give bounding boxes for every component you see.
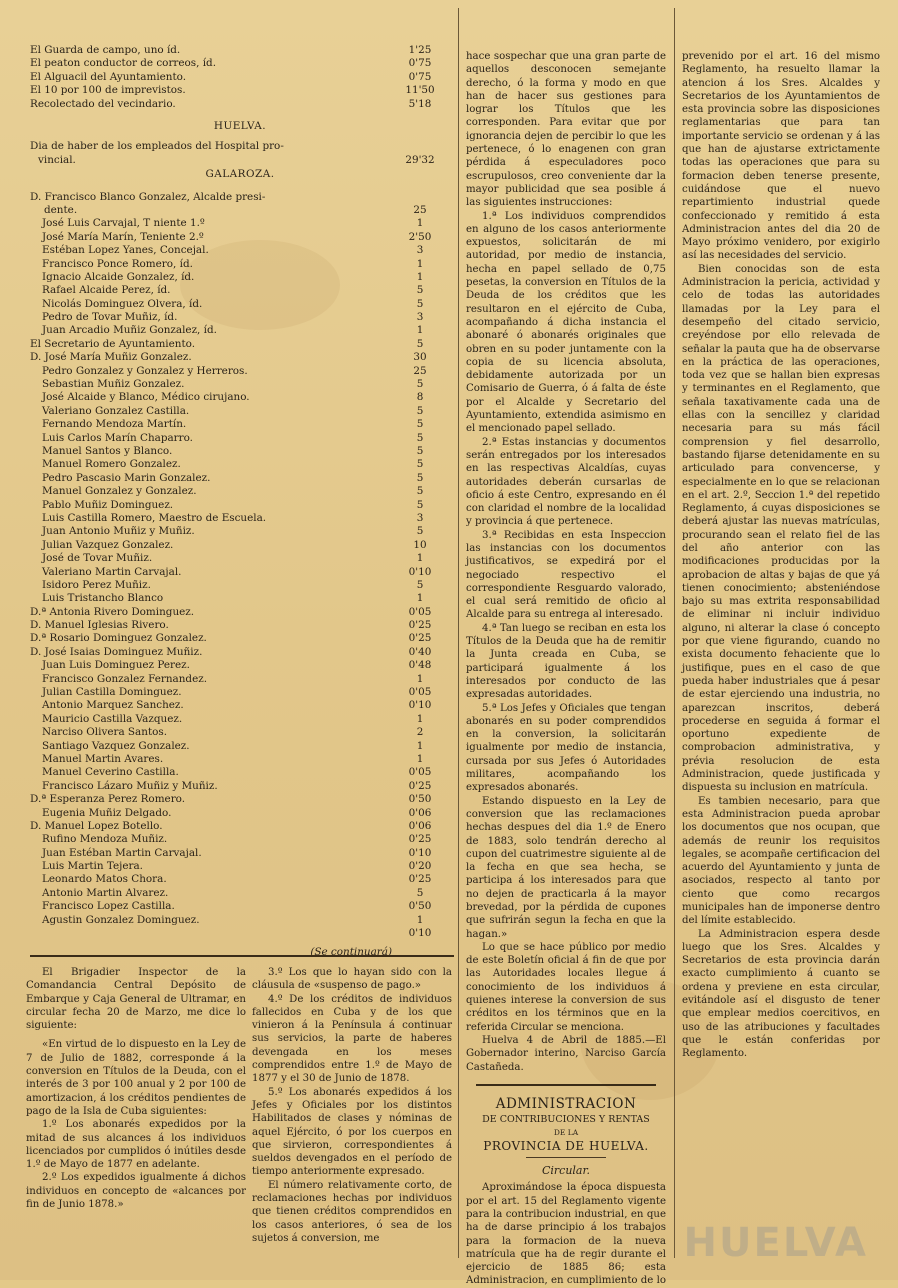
column-four [682,50,880,1260]
instruction-4: 4.ª Tan luego se reciban en esta los Títulos de la Deuda que ha de remitir la Junta creada en Cuba, se participará igualmente á los interesados por conducto de las expresadas autoridades. [466,622,666,701]
list-row [30,592,450,605]
list-row [30,833,450,846]
item-value: 0'40 [408,645,432,658]
credit-item-4: 4.º De los créditos de individuos fallecidos en Cuba y de los que vinieron á la Península á continuar sus servicios, la parte de haberes devengada en los meses comprendidos entre 1.º de Mayo de 1877 y el 30 de Junio de 1878. [252,993,452,1085]
item-value: 0'10 [408,927,432,940]
list-row [30,539,450,552]
item-value: 5 [416,431,424,444]
list-row [30,860,450,873]
list-row [30,847,450,860]
item-name: Manuel Ceverino Castilla. [42,766,179,779]
admin-province: PROVINCIA DE HUELVA. [483,1138,649,1153]
item-name: Rafael Alcaide Perez, íd. [42,284,171,297]
item-name: El peaton conductor de correos, íd. [30,57,216,70]
item-name: Juan Estéban Martin Carvajal. [42,846,202,859]
item-name: D.ª Antonia Rivero Dominguez. [30,605,195,618]
list-row [30,499,450,512]
item-name: Francisco Gonzalez Fernandez. [42,672,207,685]
item-value: 1 [416,270,424,283]
hospital-line: Dia de haber de los empleados del Hospital pro- [30,140,284,153]
loque-paragraph: Lo que se hace público por medio de este Boletín oficial á fin de que por las Autoridades locales llegue á conocimiento de los individuos á quienes interese la conversion de sus créditos en los términos que en la referida Circular se menciona. [466,941,666,1033]
list-row [30,284,450,297]
item-value: 5 [416,485,424,498]
list-row [30,766,450,779]
column-three [466,50,666,1287]
prevenido-paragraph: prevenido por el art. 16 del mismo Reglamento, ha resuelto llamar la atencion á los Sres. Alcaldes y Secretarios de los Ayuntamientos de esta provincia sobre las disposiciones reglamentarias que para tan importante servicio se ordenan y á las que han de ajustarse extrictamente todas las operaciones que para su formacion deben tenerse presente, cuidándose que el nuevo repartimiento industrial quede confeccionado y remitido á esta Administracion antes del dia 20 de Mayo próximo venidero, por exigirlo así las necesidades del servicio. [682,51,880,262]
list-row [30,753,450,766]
item-value: 3 [416,244,424,257]
item-name: Francisco Ponce Romero, íd. [42,257,193,270]
item-value: 5 [416,418,424,431]
list-row [30,807,450,820]
item-value: 1 [416,739,424,752]
list-row [30,579,450,592]
item-value: 1 [416,257,424,270]
continuara-note: (Se continuará) [310,946,392,959]
bottom-mid-text [252,966,452,1244]
list-row [30,298,450,311]
espera-paragraph: La Administracion espera desde luego que los Sres. Alcaldes y Secretarios de esta provincia darán exacto cumplimiento á cuanto se ordena y previene en esta circular, evitándole así el disgusto de tener que emplear medios coercitivos, en uso de las atribuciones y facultades que le están conferidas por Reglamento. [682,928,880,1060]
item-value: 0'06 [408,819,432,832]
list-row [30,217,450,230]
item-name: José María Marín, Teniente 2.º [42,230,204,243]
item-value: 29'32 [405,153,435,166]
section-divider [30,955,454,957]
item-value: 0'05 [408,686,432,699]
item-value: 0'50 [408,793,432,806]
item-name: Leonardo Matos Chora. [42,873,167,886]
list-row [30,632,450,645]
list-row [30,485,450,498]
item-name: Valeriano Martin Carvajal. [42,565,182,578]
item-name: Sebastian Muñiz Gonzalez. [42,378,185,391]
item-value: 0'10 [408,699,432,712]
item-name: José de Tovar Muñiz. [42,552,153,565]
heading-galaroza: GALAROZA. [205,168,275,181]
admin-subtitle: DE CONTRIBUCIONES Y RENTAS [482,1114,650,1126]
item-name: Manuel Santos y Blanco. [42,444,173,457]
item-value: 5 [416,471,424,484]
list-row [30,391,450,404]
item-value: 10 [413,538,427,551]
item-name: El Alguacil del Ayuntamiento. [30,70,187,83]
item-value: 5 [416,444,424,457]
item-value: 0'25 [408,833,432,846]
item-name: Pedro de Tovar Muñiz, íd. [42,311,178,324]
item-value: 1 [416,217,424,230]
list-row [30,686,450,699]
item-name: Antonio Martin Alvarez. [42,886,169,899]
circular-heading: Circular. [541,1164,591,1178]
item-value: 1 [416,592,424,605]
item-name: Luis Tristancho Blanco [42,592,164,605]
list-row [30,44,450,57]
item-value: 0'25 [408,779,432,792]
list-row [30,525,450,538]
list-row [30,472,450,485]
item-name: dente. [44,203,78,216]
list-row [30,365,450,378]
item-value: 1 [416,913,424,926]
list-row [30,98,450,111]
item-value: 3 [416,511,424,524]
list-row [30,445,450,458]
list-row [30,405,450,418]
item-value: 8 [416,391,424,404]
item-name: El Guarda de campo, uno íd. [30,43,181,56]
item-name: Narciso Olivera Santos. [42,726,168,739]
item-value: 0'25 [408,632,432,645]
list-row [30,458,450,471]
list-row [30,887,450,900]
list-row [30,84,450,97]
item-name: Juan Arcadio Muñiz Gonzalez, íd. [42,324,217,337]
item-value: 1 [416,552,424,565]
item-name: Pedro Pascasio Marin Gonzalez. [42,471,211,484]
list-row [30,57,450,70]
item-name: Mauricio Castilla Vazquez. [42,712,183,725]
item-name: Luis Carlos Marín Chaparro. [42,431,193,444]
bottom-left-text [26,966,246,1236]
item-name: El 10 por 100 de imprevistos. [30,84,186,97]
item-value: 2 [416,726,424,739]
item-name: D.ª Rosario Dominguez Gonzalez. [30,632,207,645]
item-value: 0'06 [408,806,432,819]
list-row [30,820,450,833]
item-value: 5 [416,337,424,350]
quote-paragraph: «En virtud de lo dispuesto en la Ley de 7 de Julio de 1882, corresponde á la conversion en Títulos de la Deuda, con el interés de 3 por 100 anual y 2 por 100 de amortizacion, á los créditos pendientes de pago de la Isla de Cuba siguientes: [26,1039,246,1117]
item-name: Julian Vazquez Gonzalez. [42,538,174,551]
column-rule [458,8,459,1258]
item-value: 5 [416,284,424,297]
list-row [30,271,450,284]
item-name: D.ª Esperanza Perez Romero. [30,793,186,806]
admin-divider-small [526,1157,606,1158]
item-name: Isidoro Perez Muñiz. [42,578,151,591]
brigadier-intro: El Brigadier Inspector de la Comandancia Central Depósito de Embarque y Caja General de Ultramar, en circular fecha 20 de Marzo, me dice lo siguiente: [26,967,246,1032]
item-value: 0'05 [408,605,432,618]
item-name: Francisco Lázaro Muñiz y Muñiz. [42,779,218,792]
main-items [30,217,450,940]
item-value: 1 [416,672,424,685]
list-row [30,231,450,244]
list-row [30,780,450,793]
item-name: Valeriano Gonzalez Castilla. [42,404,190,417]
item-value: 5 [416,458,424,471]
item-value: 2'50 [408,230,432,243]
list-row [30,552,450,565]
list-row [30,914,450,927]
item-value: 0'25 [408,619,432,632]
credit-item-5: 5.º Los abonarés expedidos á los Jefes y Oficiales por los distintos Habilitados de clases y nóminas de aquel Ejército, ó por los cuerpos en que sirvieron, correspondientes á sueldos devengados en el período de tiempo anteriormente expresado. [252,1086,452,1178]
item-value: 25 [413,203,427,216]
admin-title: ADMINISTRACION [495,1095,637,1112]
item-name: Luis Castilla Romero, Maestro de Escuela. [42,511,267,524]
admin-de-la: DE LA [553,1128,579,1138]
conocidas-paragraph: Bien conocidas son de esta Administracion la pericia, actividad y celo de todas las autoridades llamadas por la Ley para el desempeño del citado servicio, creyéndose por ello relevada de señalar la pauta que ha de observarse en la práctica de las operaciones, toda vez que se hallan bien expresas y terminantes en el Reglamento, que señala taxativamente cada una de ellas con la sencillez y claridad necesaria para su más fácil comprension y fiel desarrollo, bastando fijarse detenidamente en su articulado para convencerse, y especialmente en lo que se relacionan en el art. 2.º, Seccion 1.ª del repetido Reglamento, á cuyas disposiciones se deberá ajustar las nuevas matrículas, procurando sean el relato fiel de las del año anterior con las modificaciones producidas por la aprobacion de altas y bajas de que yá tienen conocimiento; absteniéndose bajo su mas extrita responsabilidad de eliminar ni incluir individuo alguno, ni alterar la clase ó concepto por que viene figurando, cuando no exista documento fehaciente que lo justifique, pues en el caso de que pueda haber industriales que á pesar de estar ejerciendo una industria, no aparezcan inscritos, deberá procederse en seguida á formar el oportuno expediente de comprobacion administrativa, y prévia resolucion de esta Administracion, quede justificada y dispuesta su inclusion en matrícula. [682,263,880,794]
item-name: Luis Martin Tejera. [42,860,143,873]
list-row [30,566,450,579]
item-value: 1 [416,712,424,725]
list-row [30,244,450,257]
list-row [30,204,450,217]
item-value: 0'05 [408,766,432,779]
item-name: Santiago Vazquez Gonzalez. [42,739,190,752]
list-row [30,432,450,445]
item-name: Julian Castilla Dominguez. [42,686,182,699]
item-name: D. Manuel Lopez Botello. [30,819,163,832]
list-row [30,699,450,712]
item-name: D. José Isaias Dominguez Muñiz. [30,645,203,658]
column-rule [674,8,675,1258]
list-row [30,900,450,913]
item-value: 0'10 [408,565,432,578]
heading-huelva: HUELVA. [213,119,267,132]
list-row [30,659,450,672]
item-name: Eugenia Muñiz Delgado. [42,806,172,819]
item-value: 11'50 [405,84,435,97]
list-row [30,351,450,364]
item-name: Rufino Mendoza Muñiz. [42,833,168,846]
item-name: Agustin Gonzalez Dominguez. [42,913,200,926]
item-value: 5 [416,886,424,899]
item-value: 5 [416,525,424,538]
list-row [30,606,450,619]
item-value: 0'10 [408,846,432,859]
item-value: 5'18 [408,97,432,110]
credit-item-3: 3.º Los que lo hayan sido con la cláusula de «suspenso de pago.» [252,967,452,992]
item-value: 5 [416,498,424,511]
item-name: Recolectado del vecindario. [30,97,176,110]
instruction-3: 3.ª Recibidas en esta Inspeccion las instancias con los documentos justificativos, se expedirá por el negociado respectivo el correspondiente Resguardo valorado, el cual será remitido de oficio al Alcalde para su entrega al interesado. [466,529,666,621]
item-name: vincial. [38,153,76,166]
item-value: 5 [416,378,424,391]
signature-paragraph: Huelva 4 de Abril de 1885.—El Gobernador interino, Narciso García Castañeda. [466,1034,666,1073]
instruction-5: 5.ª Los Jefes y Oficiales que tengan abonarés en su poder comprendidos en la conversion, la solicitarán igualmente por medio de instancia, cursada por sus Jefes ó Autoridades militares, acompañando los expresados abonarés. [466,702,666,794]
item-value: 25 [413,364,427,377]
list-row [30,927,450,940]
item-value: 5 [416,297,424,310]
instruction-1: 1.ª Los individuos comprendidos en alguno de los casos anteriormente expuestos, solicitarán de mi autoridad, por medio de instancia, hecha en papel sellado de 0,75 pesetas, la conversion en Títulos de la Deuda de los créditos que les resultaron en el ejército de Cuba, acompañando á dicha instancia el abonaré ó abonarés originales que obren en su poder juntamente con la copia de su licencia absoluta, debidamente autorizada por un Comisario de Guerra, ó á falta de éste por el Alcalde y Secretario del Ayuntamiento, extendida asimismo en el mencionado papel sellado. [466,210,666,435]
list-row [30,324,450,337]
list-row [30,338,450,351]
list-row [30,874,450,887]
list-row [30,619,450,632]
item-name: José Luis Carvajal, T niente 1.º [42,217,205,230]
list-row [30,740,450,753]
item-name: Fernando Mendoza Martín. [42,418,187,431]
list-row [30,646,450,659]
item-value: 30 [413,351,427,364]
list-row [30,793,450,806]
item-value: 5 [416,578,424,591]
archive-watermark: HUELVA [683,1220,868,1266]
item-name: Manuel Romero Gonzalez. [42,458,181,471]
list-row [30,71,450,84]
top-items [30,44,450,111]
item-name: Estéban Lopez Yanes, Concejal. [42,244,209,257]
subscription-list [30,43,450,959]
item-name: Nicolás Dominguez Olvera, íd. [42,297,203,310]
admin-divider [476,1084,656,1086]
sospechar-paragraph: hace sospechar que una gran parte de aquellos desconocen semejante derecho, ó la forma y modo en que han de hacer sus gestiones para lograr los Títulos que les corresponden. Para evitar que por ignorancia dejen de percibir lo que les pertenece, ó lo enagenen con gran pérdida á especuladores poco escrupulosos, creo conveniente dar la mayor publicidad que sea posible á las siguientes instrucciones: [466,51,666,209]
item-name: Juan Luis Dominguez Perez. [42,659,190,672]
list-row [30,713,450,726]
item-name: Manuel Martin Avares. [42,752,164,765]
instruction-2: 2.ª Estas instancias y documentos serán entregados por los interesados en las respectivas Alcaldías, cuyas autoridades deberán cursarlas de oficio á este Centro, expresando en él con claridad el nombre de la localidad y provincia á que pertenece. [466,436,666,528]
item-value: 5 [416,404,424,417]
item-name: Pedro Gonzalez y Gonzalez y Herreros. [42,364,248,377]
aproximandose-paragraph: Aproximándose la época dispuesta por el art. 15 del Reglamento vigente para la contribucion industrial, en que ha de darse principio á los trabajos para la formacion de la nueva matrícula que ha de regir durante el ejercicio de 1885 86; esta Administracion, en cumplimiento de lo [466,1182,666,1287]
item-name: Ignacio Alcaide Gonzalez, íd. [42,270,195,283]
list-row [30,154,450,167]
list-row [30,418,450,431]
item-name: Manuel Gonzalez y Gonzalez. [42,485,197,498]
list-row [30,311,450,324]
item-value: 0'25 [408,873,432,886]
item-name: El Secretario de Ayuntamiento. [30,337,196,350]
necesario-paragraph: Es tambien necesario, para que esta Administracion pueda aprobar los documentos que nos ocupan, que además de reunir los requisitos legales, se acompañe certificacion del acuerdo del Ayuntamiento y junta de asociados, respecto al tanto por ciento que como recargos municipales han de imponerse dentro del límite establecido. [682,795,880,927]
item-value: 1 [416,752,424,765]
item-name: Francisco Lopez Castilla. [42,900,175,913]
credit-item-1: 1.º Los abonarés expedidos por la mitad de sus alcances á los individuos licenciados por cumplidos ó inútiles desde 1.º de Mayo de 1877 en adelante. [26,1119,246,1171]
item-name: Antonio Marquez Sanchez. [42,699,184,712]
list-row [30,726,450,739]
item-value: 0'75 [408,57,432,70]
alcalde-line: D. Francisco Blanco Gonzalez, Alcalde presi- [30,190,266,203]
list-row [30,512,450,525]
list-row [30,258,450,271]
item-value: 3 [416,311,424,324]
item-value: 0'48 [408,659,432,672]
numero-paragraph: El número relativamente corto, de reclamaciones hechas por individuos que tienen créditos comprendidos en los casos anteriores, ó sea de los sujetos á conversion, me [252,1179,452,1244]
list-row [30,673,450,686]
credit-item-2: 2.º Los expedidos igualmente á dichos individuos en concepto de «alcances por fin de Junio 1878.» [26,1172,246,1211]
item-name: D. José María Muñiz Gonzalez. [30,351,192,364]
item-value: 0'75 [408,70,432,83]
item-value: 0'20 [408,860,432,873]
item-name: D. Manuel Iglesias Rivero. [30,619,169,632]
item-name: Pablo Muñiz Dominguez. [42,498,174,511]
list-row [30,378,450,391]
item-name: Juan Antonio Muñiz y Muñiz. [42,525,195,538]
item-value: 0'50 [408,900,432,913]
item-value: 1'25 [408,43,432,56]
item-name: José Alcaide y Blanco, Médico cirujano. [42,391,250,404]
estando-paragraph: Estando dispuesto en la Ley de conversion que las reclamaciones hechas despues del dia 1.º de Enero de 1883, solo tendrán derecho al cupon del cuatrimestre siguiente al de la fecha en que sea hecha, se participa á los interesados para que no dejen de practicarla á la mayor brevedad, por la pérdida de cupones que sufrirán segun la fecha en que la hagan.» [466,795,666,940]
item-value: 1 [416,324,424,337]
